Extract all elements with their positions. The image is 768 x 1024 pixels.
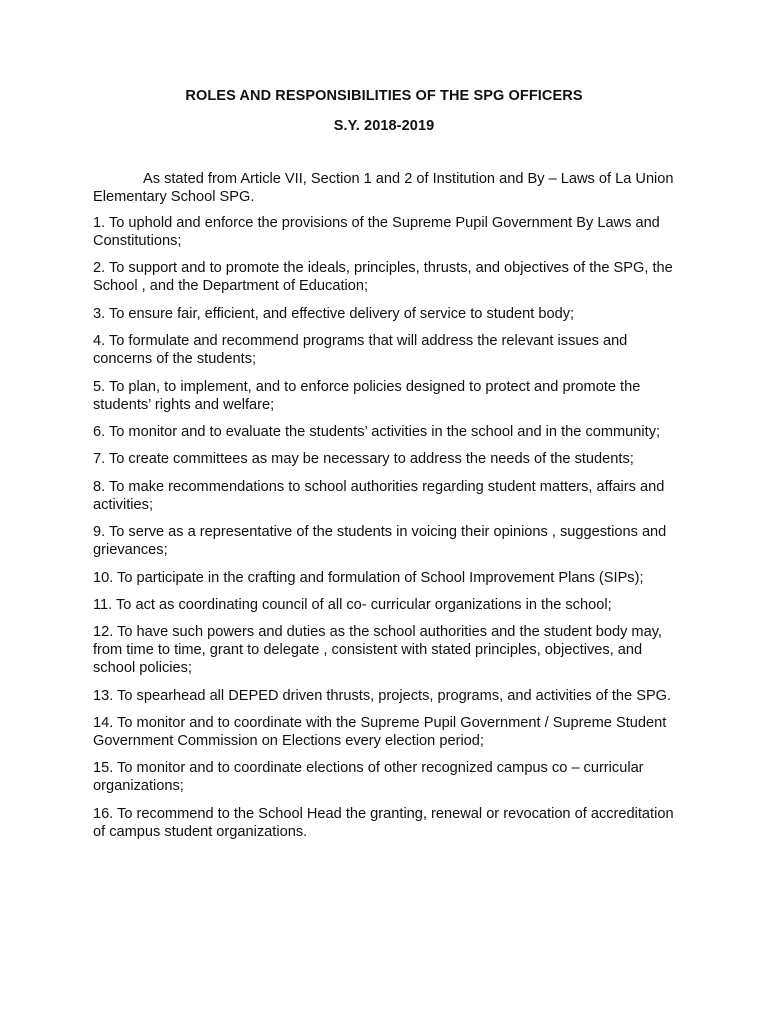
list-item: 3. To ensure fair, efficient, and effective delivery of service to student body; [93, 305, 575, 322]
document-body [93, 170, 683, 850]
document-title: ROLES AND RESPONSIBILITIES OF THE SPG OFFICERS [185, 88, 583, 104]
list-item: 7. To create committees as may be necessary to address the needs of the students; [93, 451, 634, 468]
list-item: 2. To support and to promote the ideals, principles, thrusts, and objectives of the SPG, the School , and the Department of Education; [93, 260, 673, 295]
list-item: 14. To monitor and to coordinate with the Supreme Pupil Government / Supreme Student Government Commission on Elections every election period; [93, 715, 667, 750]
list-item: 4. To formulate and recommend programs that will address the relevant issues and concerns of the students; [93, 333, 628, 368]
list-item: 9. To serve as a representative of the students in voicing their opinions , suggestions and grievances; [93, 524, 667, 559]
list-item: 16. To recommend to the School Head the granting, renewal or revocation of accreditation of campus student organizations. [93, 805, 674, 840]
school-year: S.Y. 2018-2019 [333, 118, 435, 134]
list-item: 10. To participate in the crafting and formulation of School Improvement Plans (SIPs); [93, 569, 644, 586]
intro-paragraph: As stated from Article VII, Section 1 and 2 of Institution and By – Laws of La Union Elementary School SPG. [93, 171, 674, 205]
list-item: 11. To act as coordinating council of all co- curricular organizations in the school; [93, 596, 612, 613]
list-item: 15. To monitor and to coordinate elections of other recognized campus co – curricular organizations; [93, 760, 644, 795]
list-item: 12. To have such powers and duties as the school authorities and the student body may, from time to time, grant to delegate , consistent with stated principles, objectives, and school policies; [93, 624, 662, 677]
list-item: 8. To make recommendations to school authorities regarding student matters, affairs and activities; [93, 478, 665, 513]
list-item: 6. To monitor and to evaluate the students’ activities in the school and in the community; [93, 423, 661, 440]
list-item: 1. To uphold and enforce the provisions of the Supreme Pupil Government By Laws and Constitutions; [93, 215, 660, 249]
list-item: 5. To plan, to implement, and to enforce policies designed to protect and promote the students’ rights and welfare; [93, 378, 641, 413]
list-item: 13. To spearhead all DEPED driven thrusts, projects, programs, and activities of the SPG. [93, 687, 672, 704]
